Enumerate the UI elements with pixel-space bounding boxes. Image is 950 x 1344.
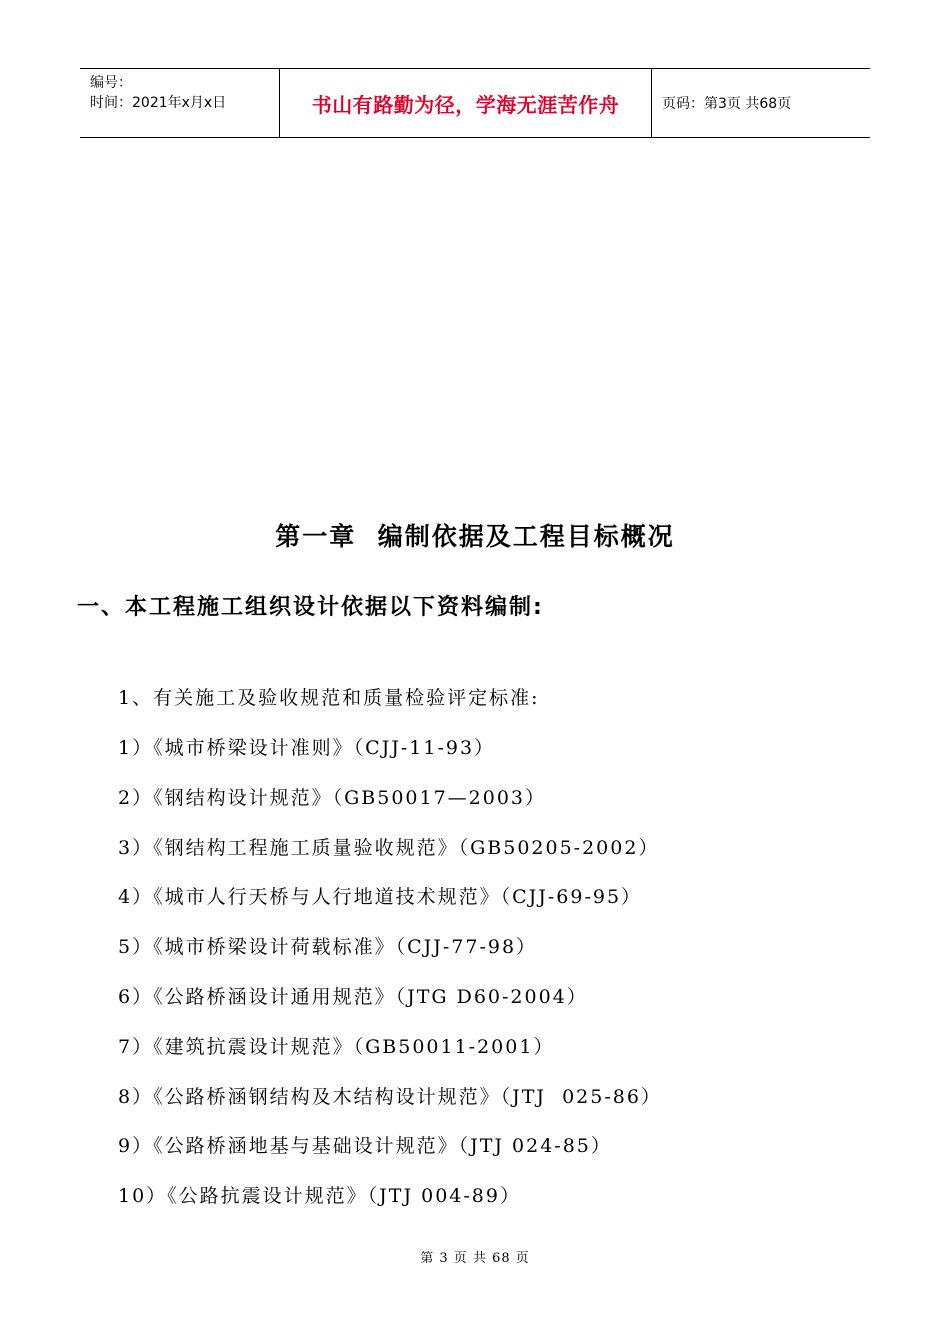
header-motto: 书山有路勤为径，学海无涯苦作舟: [280, 69, 652, 137]
chapter-title: 第一章 编制依据及工程目标概况: [275, 522, 675, 551]
list-item: 8）《公路桥涵钢结构及木结构设计规范》（JTJ 025-86）: [118, 1086, 662, 1108]
lead-item: 1、有关施工及验收规范和质量检验评定标准:: [118, 687, 540, 709]
list-item: 2）《钢结构设计规范》（GB50017—2003）: [118, 787, 547, 809]
list-item: 1）《城市桥梁设计准则》（CJJ-11-93）: [118, 737, 496, 759]
document-header: [80, 68, 870, 138]
list-item: 9）《公路桥涵地基与基础设计规范》（JTJ 024-85）: [118, 1135, 612, 1157]
page-footer: 第 3 页 共 68 页: [420, 1251, 530, 1266]
list-item: 10）《公路抗震设计规范》（JTJ 004-89）: [118, 1185, 521, 1207]
document-date: 时间：2021年x月x日: [90, 95, 227, 111]
list-item: 5）《城市桥梁设计荷载标准》（CJJ-77-98）: [118, 936, 538, 958]
list-item: 6）《公路桥涵设计通用规范》（JTG D60-2004）: [118, 986, 588, 1008]
list-item: 3）《钢结构工程施工质量验收规范》（GB50205-2002）: [118, 837, 660, 859]
header-meta: [80, 69, 280, 137]
document-number-label: 编号：: [90, 75, 132, 91]
section-title: 一、本工程施工组织设计依据以下资料编制:: [77, 595, 544, 620]
list-item: 4）《城市人行天桥与人行地道技术规范》（CJJ-69-95）: [118, 886, 643, 908]
header-page-info: 页码：第3页 共68页: [662, 96, 792, 112]
list-item: 7）《建筑抗震设计规范》（GB50011-2001）: [118, 1036, 555, 1058]
